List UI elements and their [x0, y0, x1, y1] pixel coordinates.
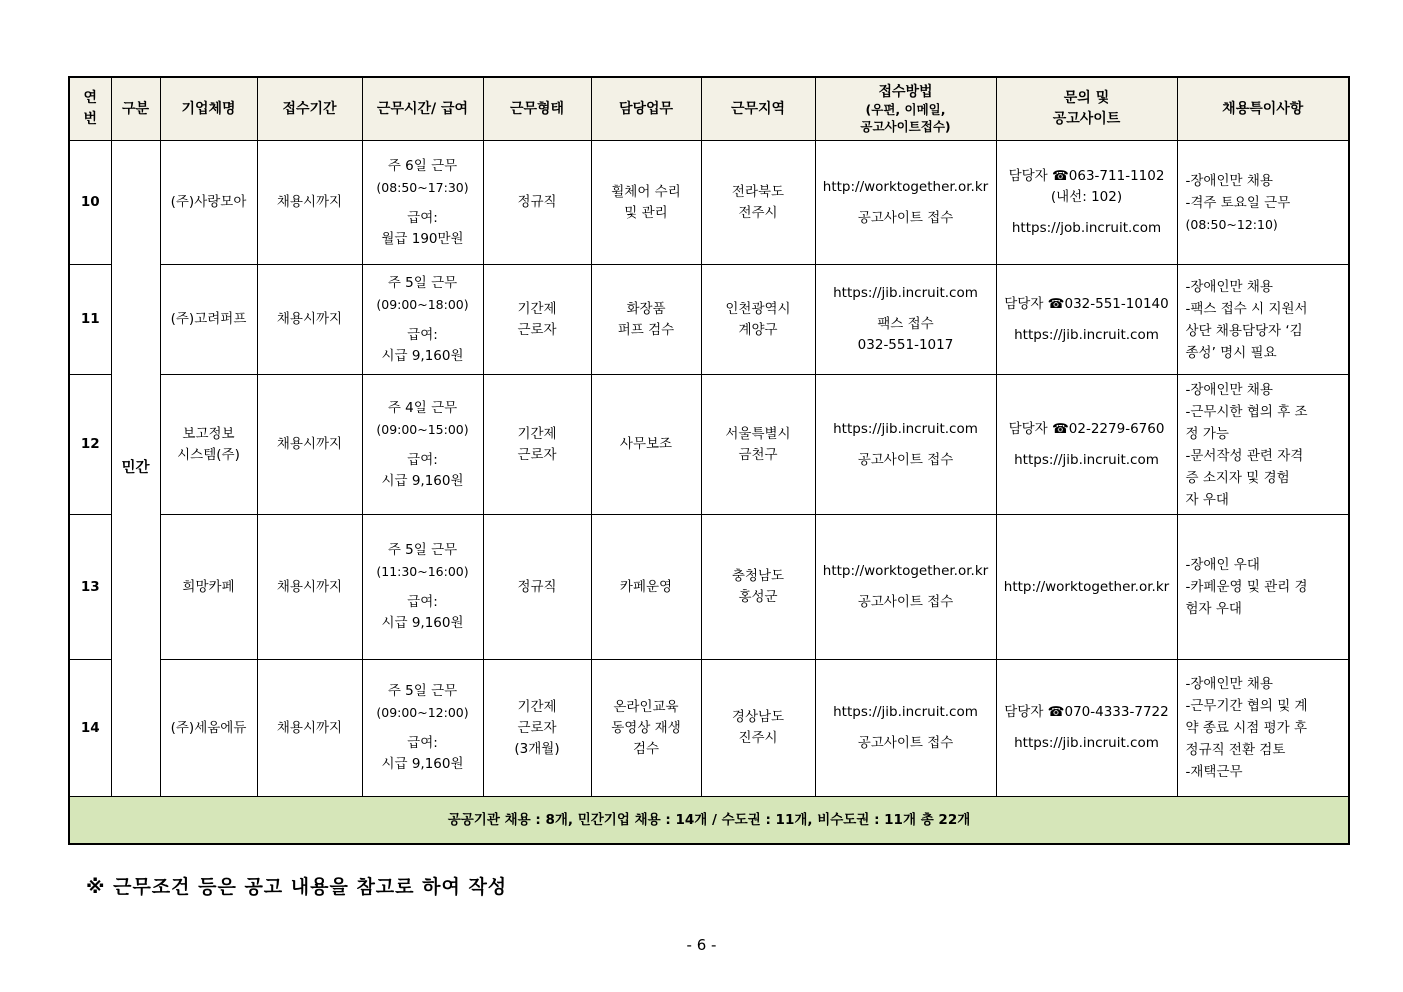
method-link[interactable]: http://worktogether.or.kr: [822, 563, 989, 579]
job-listings-table: [68, 76, 1350, 845]
type-cell: 기간제 근로자 (3개월): [483, 660, 591, 797]
contact-cell: [996, 515, 1177, 660]
header-method: 접수방법 (우편, 이메일, 공고사이트접수): [815, 77, 996, 141]
header-category: 구분: [111, 77, 160, 141]
table-row: [69, 515, 1349, 660]
method-cell: http://worktogether.or.kr 공고사이트 접수: [815, 515, 996, 660]
footnote: ※ 근무조건 등은 공고 내용을 참고로 하여 작성: [86, 876, 508, 898]
notes-cell: -장애인 우대 -카페운영 및 관리 경 험자 우대: [1177, 515, 1349, 660]
period-cell: 채용시까지: [257, 141, 362, 265]
row-number: 11: [69, 265, 111, 375]
header-region: 근무지역: [701, 77, 815, 141]
company-cell: (주)고려퍼프: [160, 265, 257, 375]
contact-link[interactable]: http://worktogether.or.kr: [1003, 578, 1170, 595]
method-link[interactable]: https://jib.incruit.com: [833, 704, 978, 720]
period-cell: 채용시까지: [257, 265, 362, 375]
hours-pay-cell: 주 5일 근무 (09:00~18:00) 급여: 시급 9,160원: [362, 265, 483, 375]
method-link[interactable]: https://jib.incruit.com: [833, 420, 978, 437]
row-number: 14: [69, 660, 111, 797]
region-cell: 전라북도 전주시: [701, 141, 815, 265]
hours-pay-cell: 주 4일 근무 (09:00~15:00) 급여: 시급 9,160원: [362, 375, 483, 515]
header-contact: 문의 및 공고사이트: [996, 77, 1177, 141]
hours-pay-cell: 주 5일 근무 (09:00~12:00) 급여: 시급 9,160원: [362, 660, 483, 797]
duty-cell: 휠체어 수리 및 관리: [591, 141, 701, 265]
region-cell: 인천광역시 계양구: [701, 265, 815, 375]
method-cell: https://jib.incruit.com 공고사이트 접수: [815, 660, 996, 797]
duty-cell: 화장품 퍼프 검수: [591, 265, 701, 375]
hours-pay-cell: 주 6일 근무 (08:50~17:30) 급여: 월급 190만원: [362, 141, 483, 265]
row-number: 13: [69, 515, 111, 660]
company-cell: (주)세움에듀: [160, 660, 257, 797]
table-header-row: [69, 77, 1349, 141]
row-number: 12: [69, 375, 111, 515]
header-company: 기업체명: [160, 77, 257, 141]
type-cell: 정규직: [483, 141, 591, 265]
table-row: [69, 265, 1349, 375]
notes-cell: -장애인만 채용 -근무시한 협의 후 조 정 가능 -문서작성 관련 자격 증 소지자 및 경험 자 우대: [1177, 375, 1349, 515]
period-cell: 채용시까지: [257, 375, 362, 515]
header-type: 근무형태: [483, 77, 591, 141]
period-cell: 채용시까지: [257, 660, 362, 797]
contact-link[interactable]: https://job.incruit.com: [1011, 220, 1162, 236]
notes-cell: -장애인만 채용 -팩스 접수 시 지원서 상단 채용담당자 ‘김 종성’ 명시 필요: [1177, 265, 1349, 375]
contact-cell: 담당자 ☎070-4333-7722 https://jib.incruit.com: [996, 660, 1177, 797]
category-cell: 민간: [111, 141, 160, 797]
header-duty: 담당업무: [591, 77, 701, 141]
method-link[interactable]: https://jib.incruit.com: [833, 285, 978, 301]
notes-cell: -장애인만 채용 -근무기간 협의 및 계 약 종료 시점 평가 후 정규직 전환 검토 -재택근무: [1177, 660, 1349, 797]
region-cell: 서울특별시 금천구: [701, 375, 815, 515]
contact-link[interactable]: https://jib.incruit.com: [1014, 451, 1159, 468]
method-cell: http://worktogether.or.kr 공고사이트 접수: [815, 141, 996, 265]
contact-link[interactable]: https://jib.incruit.com: [1014, 735, 1159, 751]
table-row: [69, 660, 1349, 797]
duty-cell: 온라인교육 동영상 재생 검수: [591, 660, 701, 797]
header-no: 연 번: [69, 77, 111, 141]
type-cell: 기간제 근로자: [483, 375, 591, 515]
company-cell: (주)사랑모아: [160, 141, 257, 265]
type-cell: 기간제 근로자: [483, 265, 591, 375]
contact-cell: 담당자 ☎063-711-1102 (내선: 102) https://job.incruit.com: [996, 141, 1177, 265]
type-cell: 정규직: [483, 515, 591, 660]
hours-pay-cell: 주 5일 근무 (11:30~16:00) 급여: 시급 9,160원: [362, 515, 483, 660]
method-link[interactable]: http://worktogether.or.kr: [822, 178, 989, 195]
header-period: 접수기간: [257, 77, 362, 141]
summary-row: [69, 797, 1349, 845]
period-cell: 채용시까지: [257, 515, 362, 660]
company-cell: 희망카페: [160, 515, 257, 660]
region-cell: 충청남도 홍성군: [701, 515, 815, 660]
contact-cell: 담당자 ☎02-2279-6760 https://jib.incruit.com: [996, 375, 1177, 515]
page-number: - 6 -: [686, 936, 717, 954]
table-row: [69, 375, 1349, 515]
duty-cell: 카페운영: [591, 515, 701, 660]
header-notes: 채용특이사항: [1177, 77, 1349, 141]
contact-cell: 담당자 ☎032-551-10140 https://jib.incruit.com: [996, 265, 1177, 375]
duty-cell: 사무보조: [591, 375, 701, 515]
method-cell: https://jib.incruit.com 공고사이트 접수: [815, 375, 996, 515]
company-cell: 보고정보 시스템(주): [160, 375, 257, 515]
table-row: [69, 141, 1349, 265]
summary-text: 공공기관 채용 : 8개, 민간기업 채용 : 14개 / 수도권 : 11개, 비수도권 : 11개 총 22개: [69, 797, 1349, 845]
contact-link[interactable]: https://jib.incruit.com: [1014, 326, 1159, 343]
notes-cell: -장애인만 채용 -격주 토요일 근무 (08:50~12:10): [1177, 141, 1349, 265]
row-number: 10: [69, 141, 111, 265]
header-hours-pay: 근무시간/ 급여: [362, 77, 483, 141]
region-cell: 경상남도 진주시: [701, 660, 815, 797]
method-cell: https://jib.incruit.com 팩스 접수 032-551-1017: [815, 265, 996, 375]
